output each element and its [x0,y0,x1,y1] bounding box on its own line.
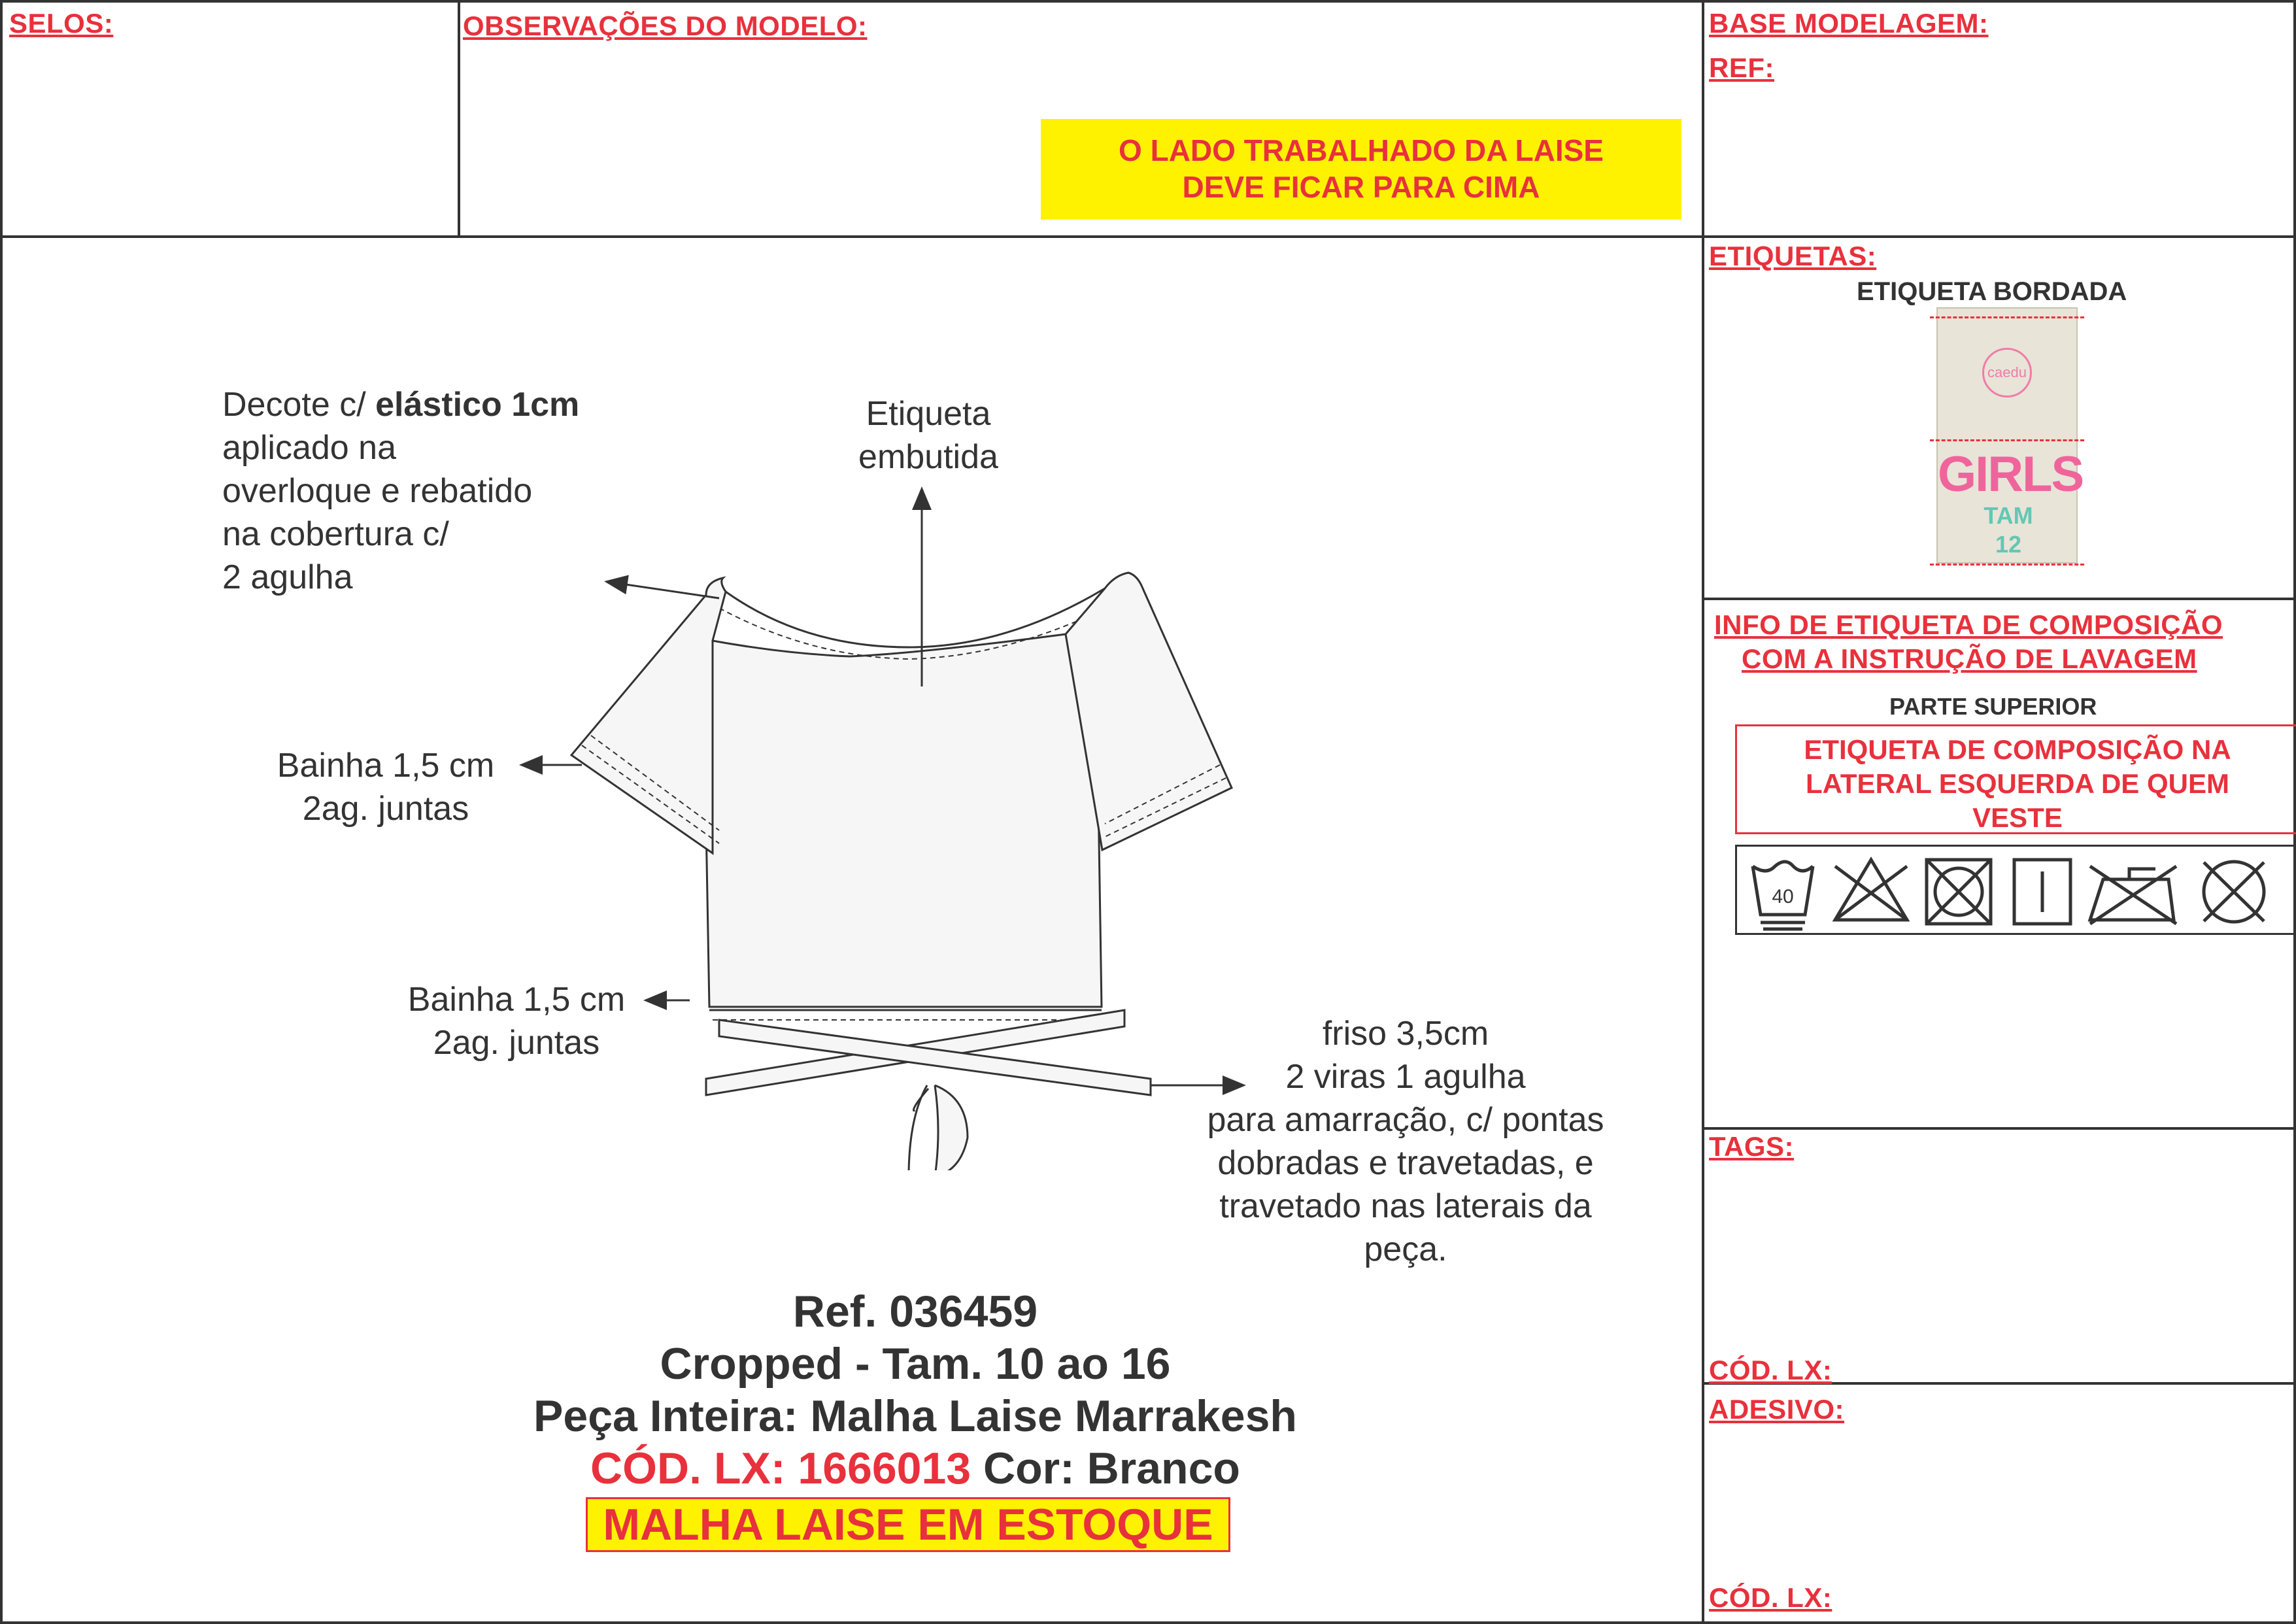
product-code-color [65,1442,1765,1495]
parte-superior: PARTE SUPERIOR [1889,693,2097,720]
info-composicao-header-1: INFO DE ETIQUETA DE COMPOSIÇÃO [1714,609,2223,640]
bainha-barra-annotation [386,978,647,1064]
base-modelagem-header: BASE MODELAGEM: [1709,8,1989,39]
friso-annotation [1170,1012,1641,1271]
decote-prefix: Decote c/ [222,386,376,424]
caedu-logo [1982,348,2032,398]
caedu-logo-text: caedu [1987,364,2027,381]
composicao-line-2: LATERAL ESQUERDA DE QUEM [1806,768,2229,799]
bainha-barra-line-2: 2ag. juntas [433,1024,600,1062]
adesivo-header: ADESIVO: [1709,1394,1845,1425]
decote-line-2: aplicado na [222,429,396,467]
selos-header: SELOS: [9,8,114,39]
observacoes-header: OBSERVAÇÕES DO MODELO: [463,10,868,41]
decote-arrow [608,582,719,598]
stock-highlight [586,1497,1230,1552]
size-text: 12 [1995,531,2022,558]
etiquetas-divider [1702,598,2296,600]
no-tumble-dry-icon [1927,860,1991,924]
friso-line-4: dobradas e travetadas, e [1217,1144,1594,1182]
decote-line-3: overloque e rebatido [222,472,533,510]
product-ref: Ref. 036459 [792,1287,1038,1336]
friso-line-1: friso 3,5cm [1322,1015,1489,1053]
cropped-body [706,634,1102,1007]
info-composicao-header-2: COM A INSTRUÇÃO DE LAVAGEM [1742,643,2197,674]
friso-line-6: peça. [1364,1230,1447,1268]
tags-header: TAGS: [1709,1131,1795,1162]
label-dashed-bottom [1930,564,2084,566]
decote-annotation [222,383,579,599]
etiqueta-line-2: embutida [858,438,998,476]
bainha-manga-line-1: Bainha 1,5 cm [277,747,495,785]
composicao-box [1735,724,2296,834]
composicao-line-3: VESTE [1972,802,2063,833]
observation-highlight-box [1041,119,1681,220]
cod-lx-header-adesivo: CÓD. LX: [1709,1582,1832,1613]
etiqueta-annotation [843,392,1013,479]
friso-line-5: travetado nas laterais da [1219,1187,1592,1225]
etiquetas-header: ETIQUETAS: [1709,241,1877,271]
friso-line-2: 2 viras 1 agulha [1285,1058,1526,1096]
stock-text: MALHA LAISE EM ESTOQUE [603,1500,1213,1549]
left-sleeve [571,578,726,853]
tie-tail-right [935,1085,968,1170]
bainha-manga-line-2: 2ag. juntas [302,790,469,828]
wash-temp-label: 40 [1772,886,1794,907]
product-cod-lx: CÓD. LX: 1666013 [590,1444,971,1493]
embroidered-label [1936,307,2084,564]
decote-bold: elástico 1cm [375,386,580,424]
no-dry-clean-icon [2204,862,2264,922]
girls-text: GIRLS [1938,447,2084,502]
no-iron-icon [2090,866,2176,924]
care-symbols-box [1735,845,2296,935]
product-cor: Cor: Branco [983,1444,1240,1493]
no-bleach-icon [1835,860,1907,920]
observation-line-1: O LADO TRABALHADO DA LAISE [1119,133,1604,167]
etiqueta-bordada-title: ETIQUETA BORDADA [1857,277,2127,306]
friso-line-3: para amarração, c/ pontas [1207,1101,1604,1139]
decote-line-5: 2 agulha [222,558,353,596]
bainha-barra-line-1: Bainha 1,5 cm [407,981,626,1019]
etiqueta-line-1: Etiqueta [866,395,991,433]
decote-line-4: na cobertura c/ [222,515,449,553]
line-dry-icon [2014,860,2070,924]
header-divider [0,235,2296,238]
product-fabric: Peça Inteira: Malha Laise Marrakesh [533,1391,1297,1441]
wash-40-icon [1753,862,1813,929]
composicao-line-1: ETIQUETA DE COMPOSIÇÃO NA [1804,734,2231,765]
selos-divider [458,0,460,237]
tie-tail-left [909,1085,927,1170]
label-dashed-top [1930,316,2084,318]
care-symbols [1737,847,2296,933]
bainha-manga-annotation [255,744,516,830]
tags-divider [1702,1127,2296,1130]
tam-text: TAM [1984,502,2033,529]
tie-tails [889,1079,1020,1170]
cod-lx-header-tags: CÓD. LX: [1709,1355,1832,1385]
observation-line-2: DEVE FICAR PARA CIMA [1182,170,1540,204]
ref-header: REF: [1709,52,1774,83]
product-name: Cropped - Tam. 10 ao 16 [660,1339,1171,1389]
label-dashed-mid [1930,439,2084,441]
